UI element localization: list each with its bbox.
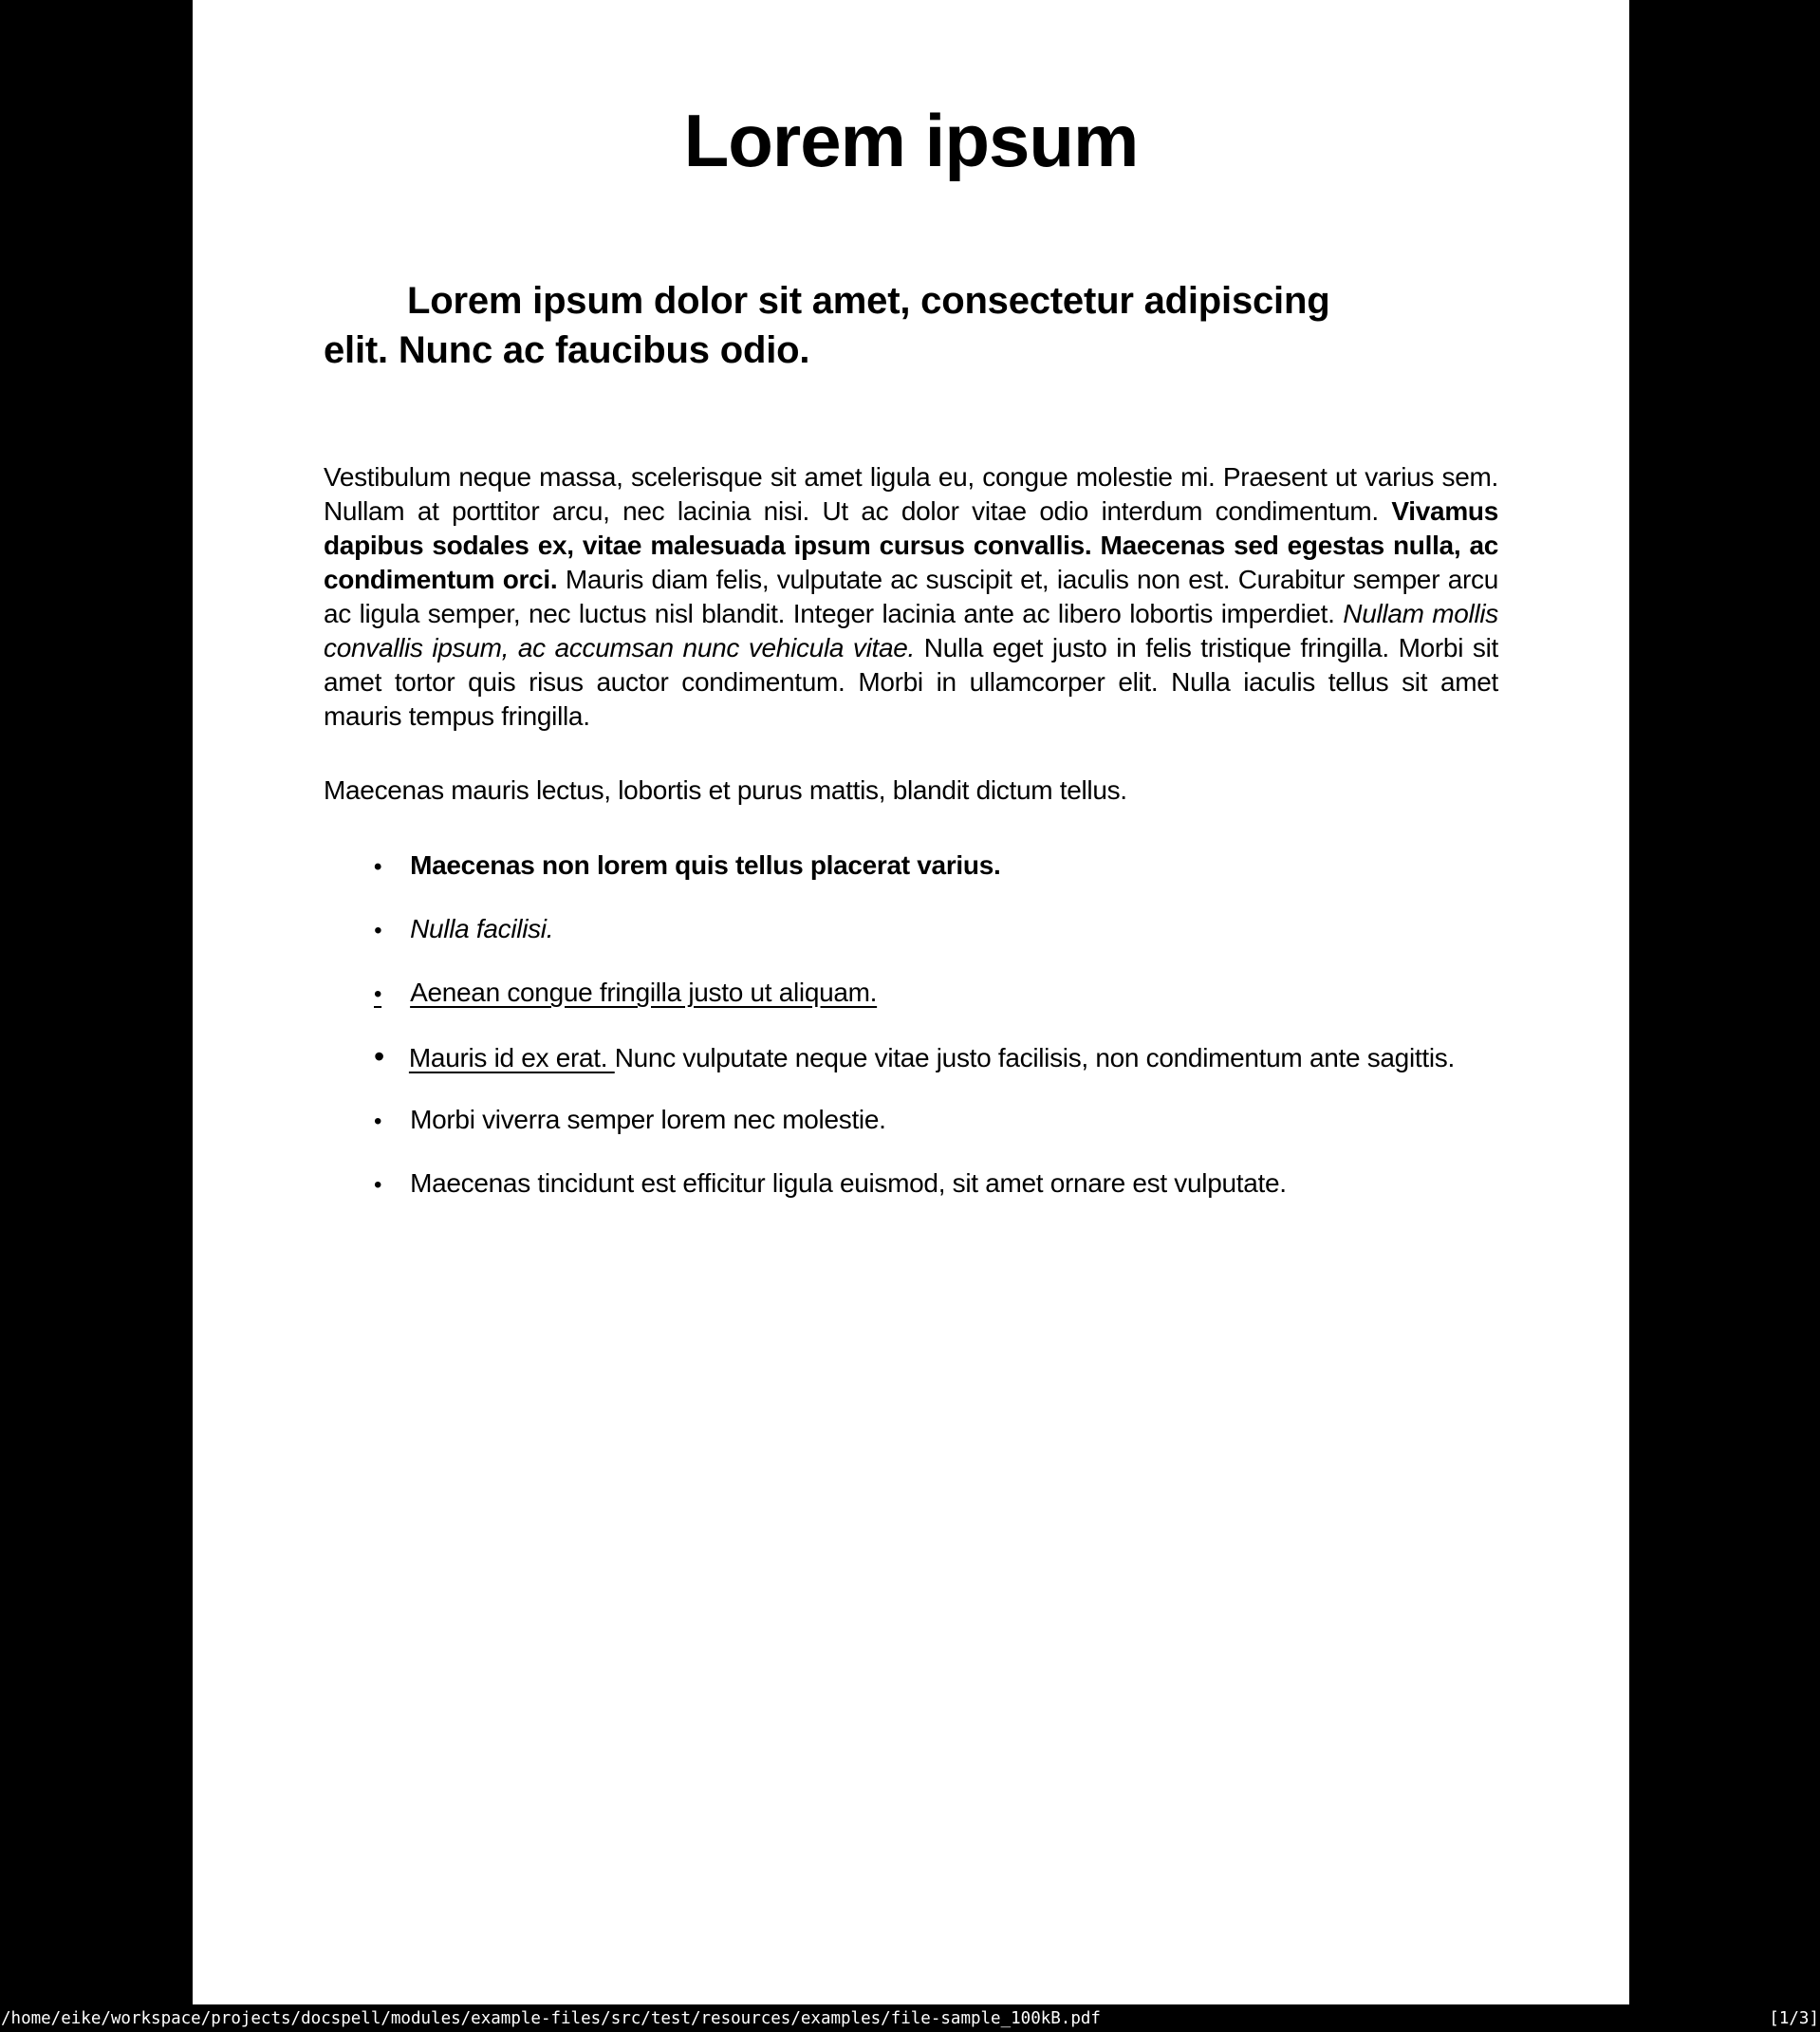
subtitle-line-2: elit. Nunc ac faucibus odio. [324, 329, 810, 371]
list-item-text: Aenean congue fringilla justo ut aliquam. [410, 978, 878, 1007]
list-item [324, 848, 1498, 885]
bullet-icon: • [374, 854, 382, 880]
list-item [324, 976, 1498, 1012]
paragraph1-normal-segment-2: Mauris diam felis, vulputate ac suscipit et, iaculis non est. Curabitur semper arcu ac ligula semper, nec luctus nisl blandit. Integer lacinia ante ac libero lobortis imperdiet. [324, 565, 1498, 628]
bullet-icon: • [374, 981, 382, 1007]
list-item [324, 912, 1498, 948]
list-item-underlined-text: Mauris id ex erat. [408, 1043, 615, 1072]
paragraph1-bold-segment: Vivamus dapibus sodales ex, vitae malesuada ipsum cursus convallis. Maecenas sed egestas nulla, ac condimentum orci. [324, 496, 1498, 594]
bullet-icon: • [374, 1172, 382, 1198]
body-paragraph-1 [324, 460, 1498, 734]
paragraph1-normal-segment-3: Nulla eget justo in felis tristique fringilla. Morbi sit amet tortor quis risus auctor condimentum. Morbi in ullamcorper elit. Nulla iaculis tellus sit amet mauris tempus fringilla. [324, 633, 1498, 731]
status-file-path: /home/eike/workspace/projects/docspell/modules/example-files/src/test/resources/examples/file-sample_100kB.pdf [1, 2008, 1101, 2028]
list-item-text: Maecenas non lorem quis tellus placerat varius. [410, 850, 1001, 880]
list-item-text: Maecenas tincidunt est efficitur ligula euismod, sit amet ornare est vulputate. [410, 1168, 1287, 1198]
bullet-list [324, 848, 1498, 1202]
document-title: Lorem ipsum [683, 99, 1139, 182]
subtitle-line-1: Lorem ipsum dolor sit amet, consectetur adipiscing [407, 280, 1330, 322]
body-paragraph-2: Maecenas mauris lectus, lobortis et purus mattis, blandit dictum tellus. [324, 775, 1127, 805]
bullet-icon: • [374, 1109, 382, 1134]
bullet-icon: • [374, 918, 382, 943]
list-item-text: Nulla facilisi. [410, 914, 554, 943]
list-item-text: Nunc vulputate neque vitae justo facilisis, non condimentum ante sagittis. [614, 1043, 1455, 1072]
list-item-text: Morbi viverra semper lorem nec molestie. [410, 1105, 886, 1134]
document-subtitle [324, 276, 1498, 375]
paragraph1-italic-segment: Nullam mollis convallis ipsum, ac accumsan nunc vehicula vitae. [324, 599, 1499, 662]
status-page-indicator: [1/3] [1769, 2008, 1819, 2028]
list-item [324, 1039, 1498, 1075]
paragraph1-normal-segment-1: Vestibulum neque massa, scelerisque sit amet ligula eu, congue molestie mi. Praesent ut varius sem. Nullam at porttitor arcu, nec lacinia nisi. Ut ac dolor vitae odio interdum condimentum. [324, 462, 1498, 526]
pdf-page [193, 0, 1629, 2004]
bullet-icon: • [374, 1039, 384, 1073]
page-content [193, 98, 1629, 1202]
status-bar [0, 2004, 1820, 2032]
list-item [324, 1103, 1498, 1139]
list-item [324, 1166, 1498, 1202]
